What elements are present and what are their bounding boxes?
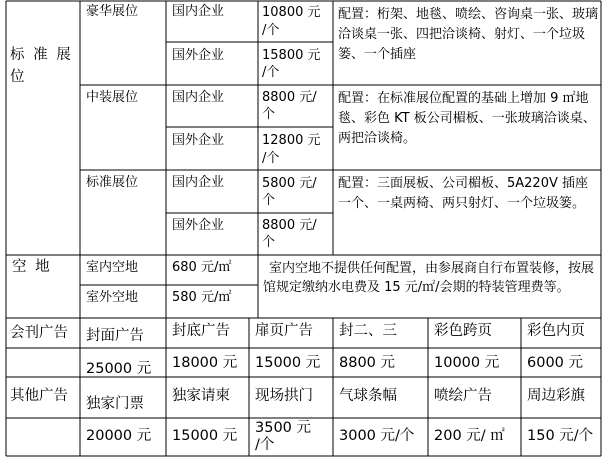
booth-standard-name: 标准展位	[86, 175, 139, 190]
category-standard-booths: 标 准 展 位	[10, 47, 73, 85]
booth-luxury-foreign-type: 国外企业	[172, 48, 225, 63]
booth-luxury-domestic-price-2: /个	[262, 23, 280, 38]
other-ad-name: 独家请柬	[172, 388, 230, 404]
booth-luxury-foreign-price-1: 15800 元	[262, 48, 321, 63]
journal-ad-name: 封面广告	[86, 328, 144, 344]
space-note: 室内空地不提供任何配置，由参展商自行布置装修，按展馆规定缴纳水电费及 15 元/㎡/会期的特装管理费等。	[263, 261, 595, 295]
booth-luxury-name: 豪华展位	[86, 4, 139, 19]
journal-ad-name: 彩色跨页	[434, 323, 492, 339]
other-ad-price-line2: /个	[255, 437, 275, 453]
other-ad-price: 20000 元	[86, 428, 152, 444]
journal-ad-price: 18000 元	[172, 355, 238, 371]
other-ad-price: 3000 元/个	[339, 428, 415, 444]
journal-ad-price: 15000 元	[255, 355, 321, 371]
booth-standard-domestic-type: 国内企业	[172, 175, 225, 190]
booth-medium-domestic-price-2: 个	[262, 107, 276, 122]
category-other-ads: 其他广告	[10, 388, 68, 404]
journal-ad-name: 扉页广告	[255, 323, 313, 339]
journal-ad-price: 10000 元	[434, 355, 500, 371]
other-ad-price: 15000 元	[172, 428, 238, 444]
booth-luxury-domestic-type: 国内企业	[172, 4, 225, 19]
other-ad-name: 气球条幅	[339, 388, 397, 404]
journal-ad-name: 封底广告	[172, 323, 230, 339]
journal-ad-name: 彩色内页	[527, 323, 585, 339]
booth-luxury-foreign-price-2: /个	[262, 65, 280, 80]
booth-standard-config: 配置：三面展板、公司楣板、5A220V 插座一个、一桌两椅、两只射灯、一个垃圾篓。	[338, 176, 589, 211]
category-journal-ads: 会刊广告	[10, 325, 68, 341]
booth-standard-foreign-type: 国外企业	[172, 218, 225, 233]
booth-standard-foreign-price-1: 8800 元/	[262, 218, 317, 233]
booth-medium-domestic-price-1: 8800 元/	[262, 90, 317, 105]
space-indoor-name: 室内空地	[86, 260, 139, 275]
journal-ad-price: 25000 元	[86, 361, 152, 377]
space-outdoor-price: 580 元/㎡	[172, 290, 232, 305]
booth-standard-foreign-price-2: 个	[262, 235, 276, 250]
booth-luxury-domestic-price-1: 10800 元	[262, 5, 321, 20]
journal-ad-name: 封二、三	[339, 323, 397, 339]
booth-standard-domestic-price-2: 个	[262, 193, 276, 208]
space-outdoor-name: 室外空地	[86, 290, 139, 305]
other-ad-name: 周边彩旗	[527, 388, 585, 404]
journal-ad-price: 6000 元	[527, 355, 584, 371]
booth-luxury-config: 配置：桁架、地毯、喷绘、咨询桌一张、玻璃洽谈桌一张、四把洽谈椅、射灯、一个垃圾篓、一个插座	[338, 7, 599, 62]
other-ad-price: 200 元/ ㎡	[434, 428, 505, 444]
category-open-space: 空 地	[12, 259, 52, 275]
booth-medium-config: 配置：在标准展位配置的基础上增加 9 ㎡地毯、彩色 KT 板公司楣板、一张玻璃洽谈桌、两把洽谈椅。	[338, 91, 596, 146]
booth-medium-foreign-type: 国外企业	[172, 133, 225, 148]
booth-medium-domestic-type: 国内企业	[172, 90, 225, 105]
other-ad-price: 150 元/个	[527, 428, 594, 444]
other-ad-name: 现场拱门	[255, 388, 313, 404]
journal-ad-price: 8800 元	[339, 355, 396, 371]
booth-medium-foreign-price-2: /个	[262, 151, 280, 166]
other-ad-name: 喷绘广告	[434, 388, 492, 404]
other-ad-name: 独家门票	[86, 396, 144, 412]
booth-medium-name: 中装展位	[86, 90, 139, 105]
other-ad-price-line1: 3500 元	[255, 420, 312, 436]
booth-standard-domestic-price-1: 5800 元/	[262, 176, 317, 191]
booth-medium-foreign-price-1: 12800 元	[262, 133, 321, 148]
space-indoor-price: 680 元/㎡	[172, 260, 232, 275]
